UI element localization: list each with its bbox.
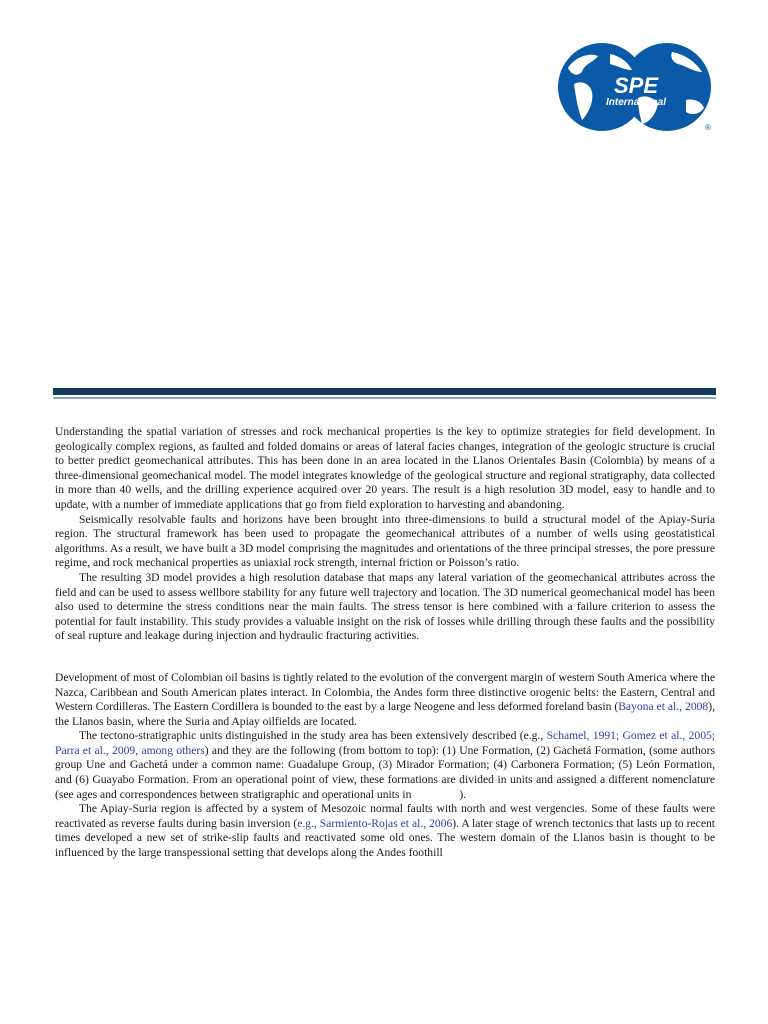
abstract-paragraph-1: Understanding the spatial variation of stresses and rock mechanical properties is the key to optimize strategies for field development. In geologically complex regions, as faulted and folded domains or areas of lateral facies changes, integration of the geologic structure is crucial to better predict geomechanical attributes. This has been done in an area located in the Llanos Orientales Basin (Colombia) by means of a three-dimensional geomechanical model. The model integrates knowledge of the geological structure and regional stratigraphy, data collected in more than 40 wells, and the drilling experience acquired over 20 years. The result is a high resolution 3D model, easy to handle and to update, with a number of immediate applications that go from field exploration to harvesting and abandoning.: [55, 425, 715, 511]
divider-thick: [53, 388, 716, 395]
registered-mark: ®: [705, 123, 711, 132]
intro-paragraph-3: [55, 802, 715, 860]
intro-paragraph-1: [55, 671, 715, 729]
spe-international-logo: [554, 40, 716, 134]
citation-schamel-gomez-parra[interactable]: Schamel, 1991; Gomez et al., 2005; Parra et al., 2009, among others: [55, 729, 716, 757]
header-divider: [53, 388, 716, 399]
abstract-paragraph-3: The resulting 3D model provides a high resolution database that maps any lateral variation of the geomechanical attributes across the field and can be used to assess wellbore stability for any future well trajectory and location. The 3D numerical geomechanical model has been also used to determine the stress conditions near the main faults. The stress tensor is here combined with a failure criterion to assess the potential for fault instability. This study provides a valuable insight on the risk of losses while drilling through these faults and the possibility of seal rupture and leakage during injection and hydraulic fracturing activities.: [55, 570, 715, 643]
citation-bayona-2008[interactable]: Bayona et al., 2008: [618, 700, 709, 714]
section-gap: [55, 644, 715, 671]
document-body: [55, 425, 715, 861]
intro-p3-text-b: ). A later stage of wrench tectonics that lasts up to recent times developed a new set of strike-slip faults and reactivated some old ones. The western domain of the Llanos basin is thought to be influenced by the large transpessional setting that develops along the Andes foothill: [55, 816, 715, 860]
divider-thin: [53, 397, 716, 399]
intro-p1-text-a: Development of most of Colombian oil basins is tightly related to the evolution of the convergent margin of western South America where the Nazca, Caribbean and South American plates interact. In Colombia, the Andes form three distinctive orogenic belts: the Eastern, Central and Western Cordilleras. The Eastern Cordillera is bounded to the east by a large Neogene and less deformed foreland basin (: [55, 670, 715, 714]
abstract-paragraph-2: Seismically resolvable faults and horizons have been brought into three-dimensions to build a structural model of the Apiay-Suria region. The structural framework has been used to propagate the geomechanical attributes of a number of wells using geostatistical algorithms. As a result, we have built a 3D model comprising the magnitudes and orientations of the three principal stresses, the pore pressure regime, and rock mechanical properties as uniaxial rock strength, internal friction or Poisson’s ratio.: [55, 512, 715, 570]
intro-p2-text-a: The tectono-stratigraphic units distinguished in the study area has been extensively described (e.g.,: [79, 729, 547, 743]
globe-logo-icon: [554, 40, 716, 134]
citation-sarmiento-rojas-2006[interactable]: e.g., Sarmiento-Rojas et al., 2006: [297, 816, 453, 830]
introduction-section: [55, 671, 715, 861]
intro-paragraph-2: [55, 729, 715, 802]
intro-p2-text-c: ).: [459, 787, 467, 801]
logo-spe-text: SPE: [613, 73, 659, 98]
logo-international-text: International: [605, 97, 667, 108]
intro-p2-text-b: ) and they are the following (from bottom to top): (1) Une Formation, (2) Gachetá Formation, (some authors group Une and Gachetá under a common name: Guadalupe Group, (3) Mirador Formation; (4) Carbonera Formation; (5) León Formation, and (6) Guayabo Formation. From an operational point of view, these formations are divided in units and assigned a different nomenclature (see ages and correspondences between stratigraphic and operational units in: [55, 743, 715, 801]
abstract-section: [55, 425, 715, 644]
intro-p3-text-a: The Apiay-Suria region is affected by a system of Mesozoic normal faults with north and west vergencies. Some of these faults were reactivated as reverse faults during basin inversion (: [55, 802, 715, 830]
intro-p1-text-b: ), the Llanos basin, where the Suria and Apiay oilfields are located.: [55, 700, 715, 728]
